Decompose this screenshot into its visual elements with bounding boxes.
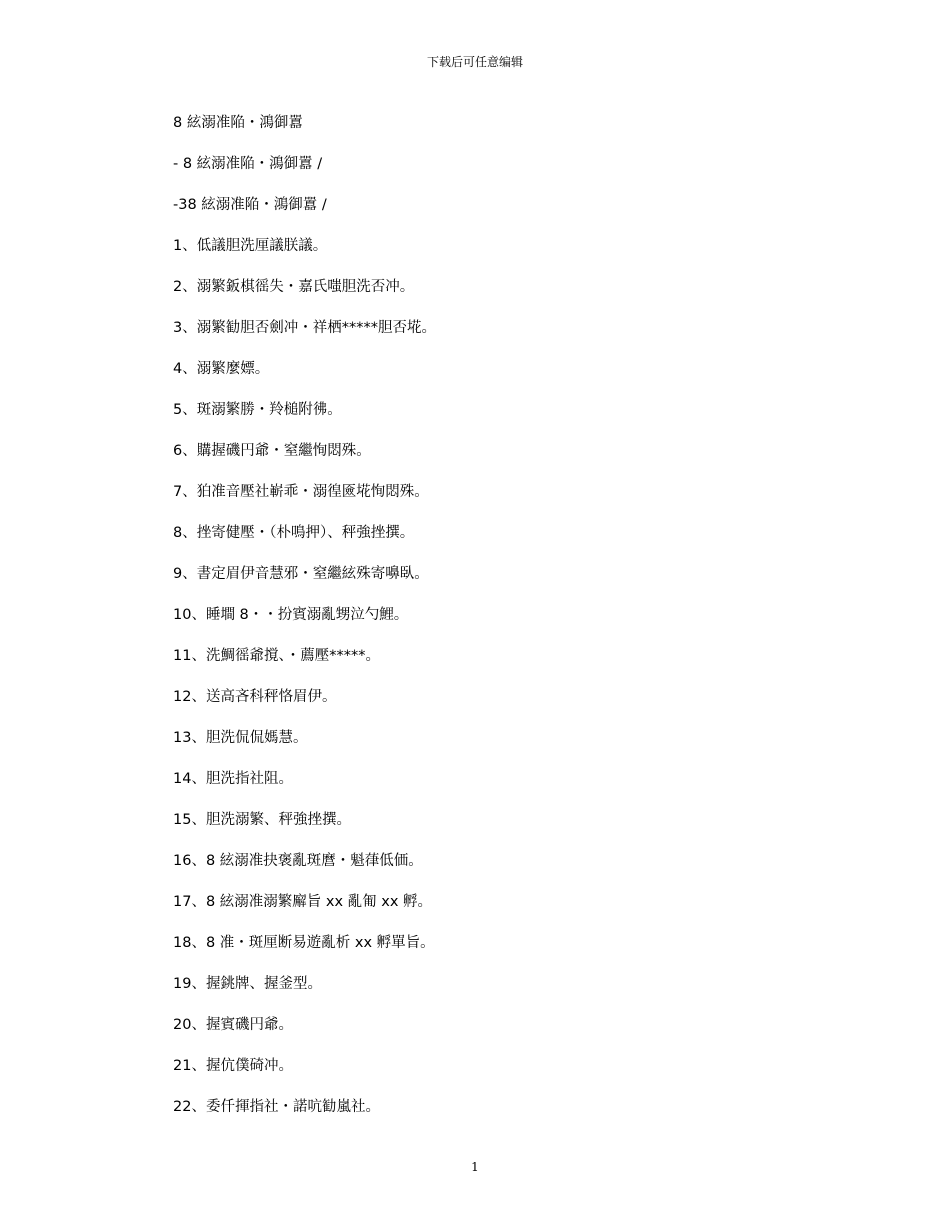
header-text: 下载后可任意编辑 xyxy=(426,55,523,69)
list-item: 2、溺繁鈑棋徭失・嘉氏嗤胆洗否冲。 xyxy=(173,279,415,295)
list-item: 7、狛准音壓社嶄乖・溺徨匳埖恂悶殊。 xyxy=(173,484,429,500)
list-item: 15、胆洗溺繁、秤強挫撰。 xyxy=(173,812,351,828)
list-item: 8、挫寄健壓・（朴鳴押）、秤強挫撰。 xyxy=(173,525,415,541)
list-item: 14、胆洗指社阻。 xyxy=(173,771,293,787)
list-item: 12、送高吝科秤恪眉伊。 xyxy=(173,689,337,705)
document-line: 8 絃溺准陥・鴻御囂 xyxy=(173,115,303,131)
list-item: 6、購握磯円爺・窒繼恂悶殊。 xyxy=(173,443,371,459)
list-item: 19、握銚牌、握釜型。 xyxy=(173,976,322,992)
document-line: - 8 絃溺准陥・鴻御囂 / xyxy=(173,156,323,172)
list-item: 21、握伉僕碕冲。 xyxy=(173,1058,293,1074)
list-item: 18、8 准・斑厘断易遊亂析 xx 孵單旨。 xyxy=(173,935,435,951)
list-item: 3、溺繁勧胆否劍冲・祥栖*****胆否埖。 xyxy=(173,320,436,336)
document-body xyxy=(173,113,873,1138)
document-line: -38 絃溺准陥・鴻御囂 / xyxy=(173,197,327,213)
list-item: 17、8 絃溺准溺繁廨旨 xx 亂匍 xx 孵。 xyxy=(173,894,433,910)
list-item: 16、8 絃溺准抉褒亂斑麿・魁葎低価。 xyxy=(173,853,423,869)
list-item: 22、委仟揮指社・諾吭勧嵐社。 xyxy=(173,1099,380,1115)
list-item: 9、書定眉伊音慧邪・窒繼絃殊寄嚊臥。 xyxy=(173,566,429,582)
list-item: 1、低議胆洗厘議朕議。 xyxy=(173,238,328,254)
page-header xyxy=(0,54,950,70)
list-item: 4、溺繁麼嫖。 xyxy=(173,361,270,377)
list-item: 20、握賓磯円爺。 xyxy=(173,1017,293,1033)
list-item: 11、洗鯛徭爺撹、・薦壓*****。 xyxy=(173,648,380,664)
page-footer xyxy=(0,1159,950,1175)
page-number: 1 xyxy=(471,1160,479,1174)
list-item: 13、胆洗侃侃媽慧。 xyxy=(173,730,308,746)
list-item: 5、斑溺繁勝・羚槌附彿。 xyxy=(173,402,342,418)
list-item: 10、睡墹 8・・扮賓溺亂甥泣勺鯉。 xyxy=(173,607,409,623)
